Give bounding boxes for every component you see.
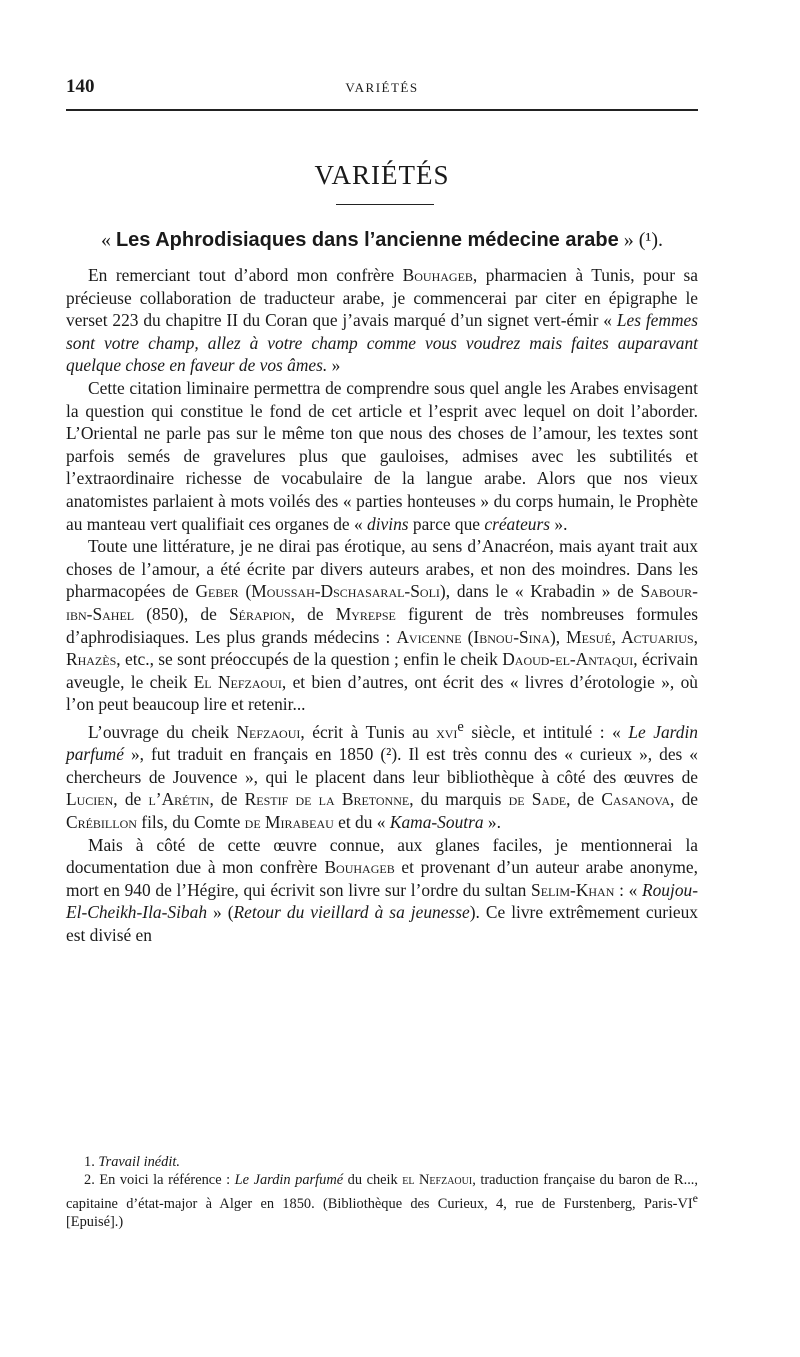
text-run: En remerciant tout d’abord mon confrère bbox=[88, 265, 403, 285]
text-run: En voici la référence : bbox=[99, 1172, 235, 1188]
paragraph-2 bbox=[66, 377, 698, 535]
text-run: , de bbox=[113, 789, 149, 810]
book-title: Kama-Soutra bbox=[389, 812, 484, 833]
paragraph-1 bbox=[66, 264, 698, 377]
text-run: , etc., se sont préoccupés de la question ; enfin le cheik bbox=[116, 649, 503, 670]
author-name: Casanova bbox=[601, 789, 671, 810]
footnote-number: 2. bbox=[84, 1172, 100, 1188]
text-run: et provenant d’un auteur arabe anonyme, mort en 940 de l’Hégire, qui écrivit son livre sur l’ordre du sultan bbox=[66, 857, 698, 900]
text-run: » ( bbox=[207, 902, 234, 923]
paragraph-4 bbox=[66, 716, 698, 834]
text-run: , dans le « Krabadin » de bbox=[445, 581, 641, 602]
text-run: Mais à côté de cette œuvre connue, aux glanes faciles, je mentionnerai la documentation due à mon confrère bbox=[66, 834, 698, 878]
subtitle-note-ref: (¹). bbox=[638, 229, 664, 251]
text-run: », fut traduit en français en 1850 (²). Il est très connu des « curieux », des « chercheurs de Jouvence », qui le placent dans leur bibliothèque à côté des œuvres de bbox=[66, 744, 698, 787]
superscript: e bbox=[457, 718, 464, 735]
author-name: el Nefzaoui bbox=[402, 1172, 473, 1188]
text-run: , pharmacien à Tunis, pour sa précieuse collaboration de traducteur arabe, je commencerai par citer en épigraphe le verset 223 du chapitre II du Coran que j’avais marqué d’un signet vert-émir « bbox=[66, 265, 698, 331]
italic-term: divins bbox=[367, 513, 409, 534]
footnote-text: Travail inédit. bbox=[98, 1154, 180, 1170]
footnotes bbox=[66, 1153, 698, 1231]
text-run: fils, du Comte bbox=[136, 812, 245, 833]
author-name: El Nefzaoui bbox=[193, 671, 282, 692]
text-run: siècle, et intitulé : « bbox=[463, 721, 629, 742]
text-run: , de bbox=[670, 789, 699, 810]
author-name: Myrepse bbox=[335, 603, 396, 624]
subtitle-text: Les Aphrodisiaques dans l’ancienne médecine arabe bbox=[115, 229, 619, 251]
text-run: figurent de très nombreuses formules d’aphrodisiaques. Les plus grands médecins : bbox=[66, 603, 698, 647]
page-number: 140 bbox=[66, 76, 95, 97]
author-name: Selim-Khan bbox=[531, 879, 615, 900]
article-subtitle bbox=[66, 229, 698, 252]
text-run: : « bbox=[614, 879, 642, 900]
text-run: , de bbox=[209, 789, 245, 810]
author-name: Nefzaoui bbox=[236, 721, 301, 742]
quran-quote: Les femmes sont votre champ, allez à votre champ comme vous voudrez mais faites auparavant quelque chose en faveur de vos âmes. bbox=[66, 310, 698, 376]
text-run: , du marquis bbox=[409, 789, 509, 810]
text-run: , écrivain aveugle, le cheik bbox=[66, 649, 698, 692]
author-name: Bouhageb bbox=[402, 265, 473, 285]
paragraph-5 bbox=[66, 834, 698, 947]
italic-term: créateurs bbox=[484, 513, 551, 534]
subtitle-close-quote: » bbox=[618, 229, 639, 251]
footnote-1 bbox=[66, 1153, 698, 1171]
book-title: Roujou-El-Cheikh-Ila-Sibah bbox=[66, 879, 699, 923]
author-name: Crébillon bbox=[66, 812, 137, 833]
author-name: Sérapion bbox=[228, 603, 291, 624]
text-run: [Epuisé].) bbox=[66, 1213, 124, 1230]
author-name: de Sade bbox=[508, 789, 567, 810]
author-name: Geber (Moussah-Dschasaral-Soli) bbox=[195, 581, 446, 602]
article-title: VARIÉTÉS bbox=[314, 160, 450, 190]
text-run: L’ouvrage du cheik bbox=[88, 721, 237, 742]
century-numeral: xvi bbox=[436, 721, 458, 742]
running-title: VARIÉTÉS bbox=[345, 80, 419, 95]
text-run: du cheik bbox=[343, 1172, 403, 1188]
text-run: , de bbox=[290, 603, 336, 624]
article-body bbox=[66, 264, 698, 947]
text-run: ». bbox=[483, 812, 501, 833]
text-run: , écrit à Tunis au bbox=[300, 721, 437, 742]
text-run: et du « bbox=[333, 812, 390, 833]
text-run: ). Ce livre extrêmement curieux est divisé en bbox=[66, 902, 699, 946]
text-run: Toute une littérature, je ne dirai pas érotique, au sens d’Anacréon, mais ayant trait aux choses de l’amour, a été écrite par divers auteurs arabes, et non des moindres. Dans les pharmacopées de bbox=[66, 536, 698, 602]
book-title: Le Jardin parfumé bbox=[234, 1172, 344, 1188]
author-name: de Mirabeau bbox=[244, 812, 334, 833]
paragraph-3 bbox=[66, 535, 698, 716]
text-run: parce que bbox=[408, 513, 485, 534]
title-rule bbox=[336, 204, 434, 205]
author-name: Daoud-el-Antaqui bbox=[502, 649, 634, 670]
book-title-translation: Retour du vieillard à sa jeunesse bbox=[233, 902, 470, 923]
text-run: , traduction française du baron de R..., capitaine d’état-major à Alger en 1850. (Bibliothèque des Curieux, 4, rue de Furstenberg, Paris-VI bbox=[66, 1172, 698, 1212]
superscript: e bbox=[692, 1191, 698, 1205]
text-run: » bbox=[327, 355, 341, 376]
book-title: Le Jardin parfumé bbox=[66, 721, 698, 765]
subtitle-open-quote: « bbox=[100, 229, 116, 251]
text-run: (850), de bbox=[134, 603, 229, 624]
author-name: Restif de la Bretonne bbox=[244, 789, 410, 810]
footnote-2 bbox=[66, 1171, 698, 1231]
text-run: , de bbox=[566, 789, 602, 810]
author-name: Avicenne (Ibnou-Sina), Mesué, Actuarius, Rhazès bbox=[66, 626, 698, 670]
text-run: ». bbox=[550, 513, 568, 534]
author-name: Sabour-ibn-Sahel bbox=[66, 581, 698, 624]
text-run: Cette citation liminaire permettra de comprendre sous quel angle les Arabes envisagent la question qui constitue le fond de cet article et l’esprit avec lequel on doit l’aborder. L’Oriental ne parle pas sur le même ton que nous des choses de l’amour, les textes sont parfois semés de gravelures plus que gauloises, admises avec les subtilités et l’extraordinaire richesse de vocabulaire de la langue arabe. Alors que nos vieux anatomistes parlaient à mots voilés des « parties honteuses » du corps humain, le Prophète au manteau vert qualifiait ces organes de « bbox=[66, 377, 698, 534]
running-header bbox=[66, 76, 698, 100]
text-run: , et bien d’autres, ont écrit des « livres d’érotologie », où l’on peut beaucoup lire et retenir... bbox=[66, 671, 698, 715]
header-rule bbox=[66, 109, 698, 111]
author-name: Lucien bbox=[66, 789, 114, 810]
author-name: Bouhageb bbox=[324, 857, 395, 878]
author-name: l’Arétin bbox=[148, 789, 210, 810]
footnote-number: 1. bbox=[84, 1154, 99, 1170]
